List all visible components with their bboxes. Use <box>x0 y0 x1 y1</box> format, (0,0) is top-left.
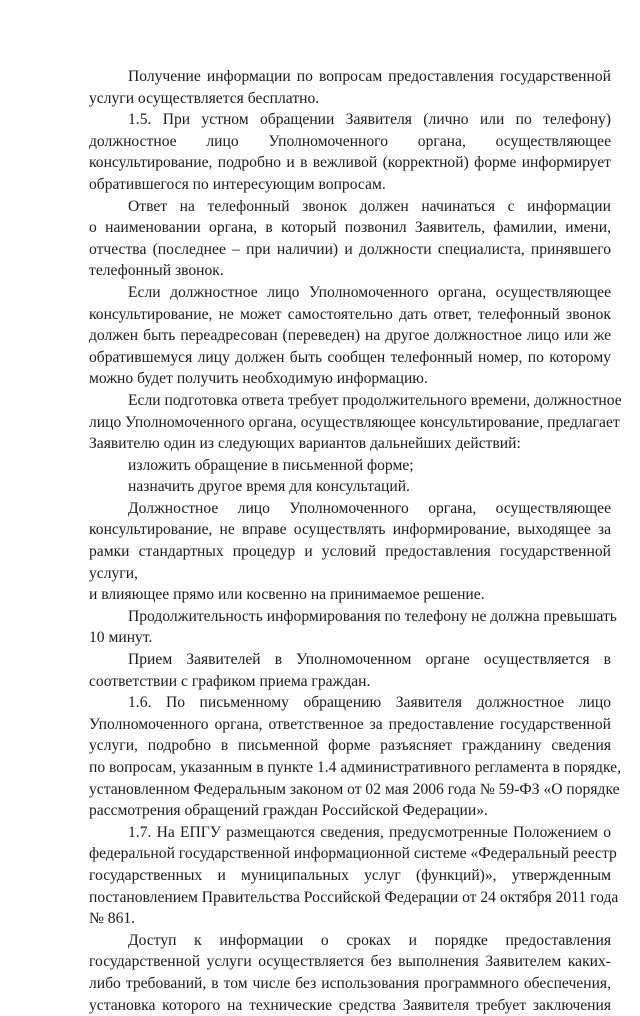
text-line: лицо Уполномоченного органа, осуществляющее консультирование, предлагает <box>89 413 620 431</box>
text-line: отчества (последнее – при наличии) и должности специалиста, принявшего <box>89 240 611 258</box>
text-line: либо требований, в том числе без использования программного обеспечения, <box>89 974 611 992</box>
text-line: услуги осуществляется бесплатно. <box>89 89 320 107</box>
text-line: соответствии с графиком приема граждан. <box>89 672 371 690</box>
text-line: Если должностное лицо Уполномоченного органа, осуществляющее <box>128 283 611 301</box>
text-line: 1.7. На ЕПГУ размещаются сведения, предусмотренные Положением о <box>128 823 611 841</box>
text-line: Ответ на телефонный звонок должен начинаться с информации <box>128 197 611 215</box>
text-line: Должностное лицо Уполномоченного органа, осуществляющее <box>128 499 611 517</box>
text-line: Уполномоченного органа, ответственное за предоставление государственной <box>89 715 611 733</box>
text-line: консультирование, не вправе осуществлять информирование, выходящее за <box>89 521 611 539</box>
text-line: 10 минут. <box>89 629 153 647</box>
text-line: федеральной государственной информационной системе «Федеральный реестр <box>89 845 617 863</box>
text-line: обратившегося по интересующим вопросам. <box>89 175 386 193</box>
text-line: государственных и муниципальных услуг (функций)», утвержденным <box>89 866 611 884</box>
text-line: услуги, подробно в письменной форме разъясняет гражданину сведения <box>89 737 611 755</box>
text-line: назначить другое время для консультаций. <box>128 478 410 496</box>
text-line: рассмотрения обращений граждан Российской Федерации». <box>89 802 488 820</box>
text-line: консультирование, подробно и в вежливой (корректной) форме информирует <box>89 154 611 172</box>
text-line: 1.6. По письменному обращению Заявителя должностное лицо <box>128 694 611 712</box>
text-line: установка которого на технические средства Заявителя требует заключения <box>89 996 611 1014</box>
document-page <box>89 66 622 1016</box>
text-line: по вопросам, указанным в пункте 1.4 административного регламента в порядке, <box>89 759 621 776</box>
text-line: консультирование, не может самостоятельно дать ответ, телефонный звонок <box>89 305 611 323</box>
text-line: Доступ к информации о сроках и порядке предоставления <box>128 931 611 949</box>
text-line: установленном Федеральным законом от 02 мая 2006 года № 59-ФЗ «О порядке <box>89 780 620 798</box>
text-line: Получение информации по вопросам предоставления государственной <box>128 68 611 85</box>
text-line: № 861. <box>89 910 136 928</box>
text-line: рамки стандартных процедур и условий предоставления государственной <box>89 543 611 561</box>
text-line: Прием Заявителей в Уполномоченном органе осуществляется в <box>128 651 611 669</box>
text-line: о наименовании органа, в который позвонил Заявитель, фамилии, имени, <box>89 219 611 237</box>
text-line: должностное лицо Уполномоченного органа, осуществляющее <box>89 132 611 150</box>
text-line: государственной услуги осуществляется без выполнения Заявителем каких- <box>89 953 611 971</box>
text-line: и влияющее прямо или косвенно на принимаемое решение. <box>89 586 485 604</box>
text-line: телефонный звонок. <box>89 262 224 280</box>
text-line: услуги, <box>89 564 138 582</box>
text-line: Заявителю один из следующих вариантов дальнейших действий: <box>89 435 521 453</box>
text-line: 1.5. При устном обращении Заявителя (лично или по телефону) <box>128 111 611 129</box>
text-line: можно будет получить необходимую информацию. <box>89 370 428 388</box>
text-line: обратившемуся лицу должен быть сообщен телефонный номер, по которому <box>89 348 611 366</box>
text-line: должен быть переадресован (переведен) на другое должностное лицо или же <box>89 327 611 345</box>
text-line: изложить обращение в письменной форме; <box>128 456 414 474</box>
text-line: Если подготовка ответа требует продолжительного времени, должностное <box>128 391 622 409</box>
text-line: постановлением Правительства Российской Федерации от 24 октября 2011 года <box>89 888 619 906</box>
text-line: Продолжительность информирования по телефону не должна превышать <box>128 607 617 625</box>
